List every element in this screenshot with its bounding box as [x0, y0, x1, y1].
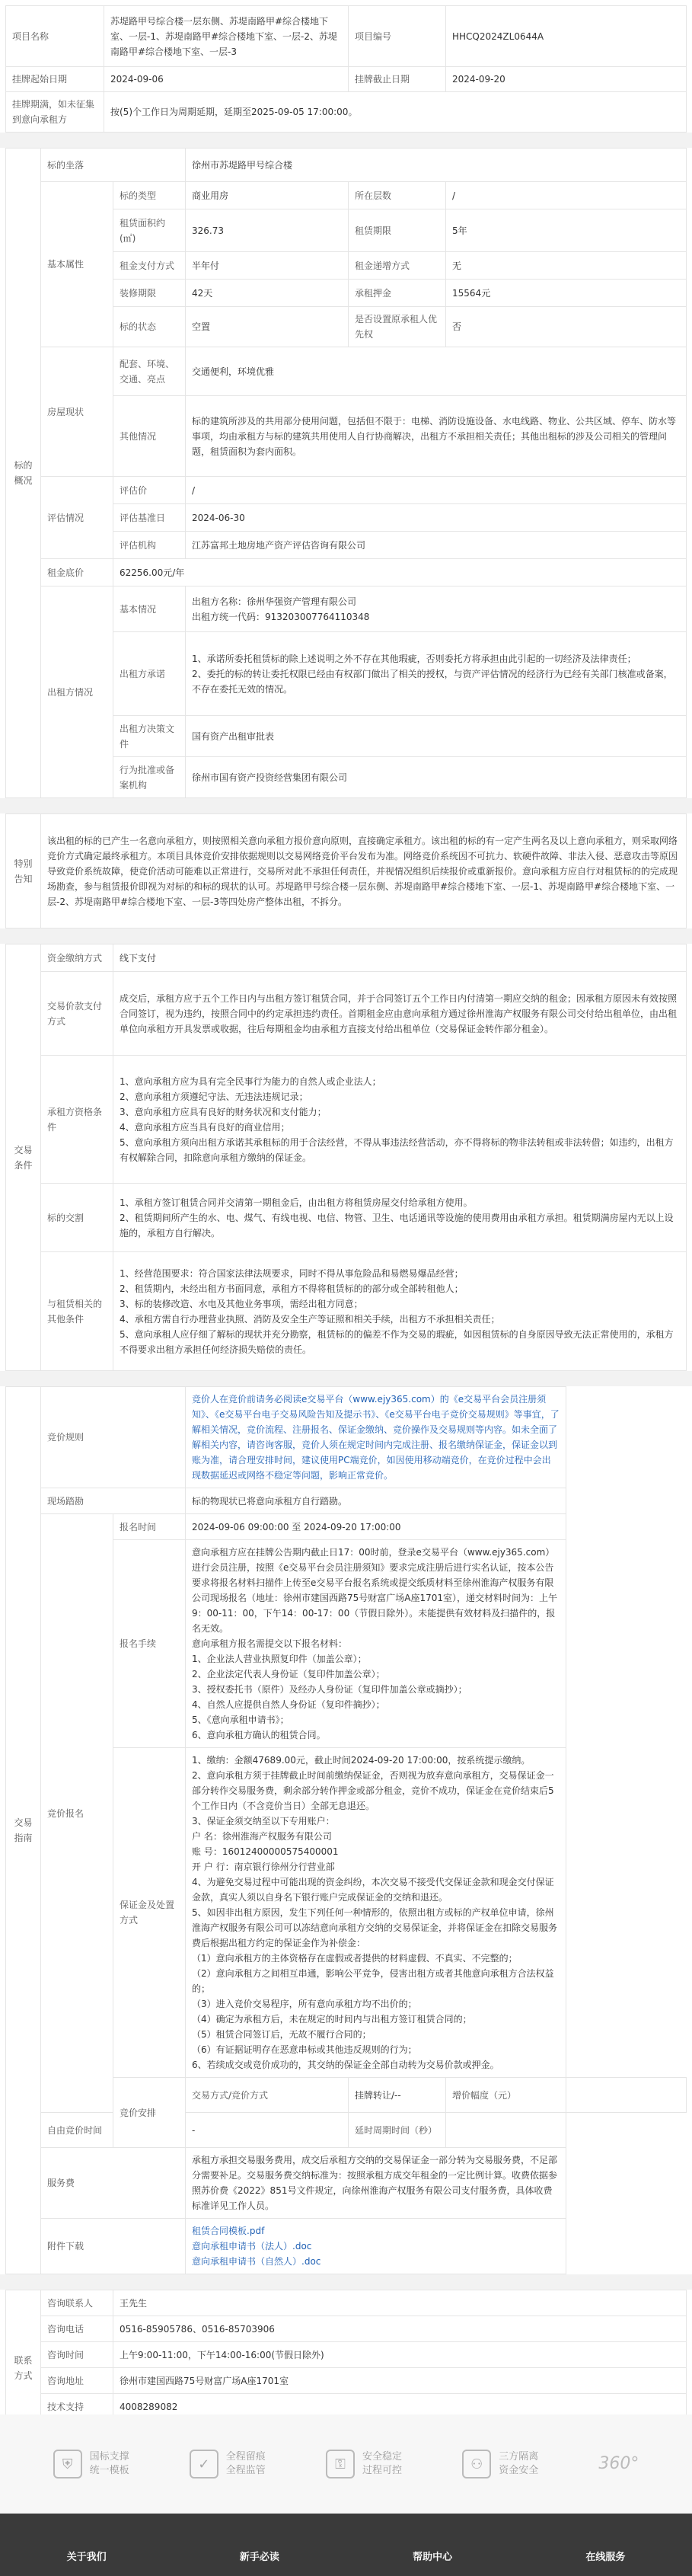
eval-key: 评估价 — [113, 477, 186, 504]
bid-signup-label: 竞价报名 — [41, 1514, 113, 2113]
eval-label: 评估情况 — [41, 477, 113, 559]
eval-key: 评估机构 — [113, 532, 186, 559]
line: 3、保证金须交纳至以下专用账户： — [192, 1816, 335, 1827]
free-bid-label: 自由竞价时间 — [41, 2113, 113, 2148]
attachment-link[interactable]: 租赁合同模板.pdf — [192, 2226, 265, 2236]
lessor-value — [186, 586, 687, 632]
service-fee-label: 服务费 — [41, 2148, 186, 2219]
basic-attr-value: 326.73 — [186, 209, 349, 252]
feature-sub: 资金安全 — [499, 2465, 539, 2476]
line: 5、如因非出租方原因，发生下列任何一种情形的，依照出租方或标的产权单位申请，徐州淮海产权服务有限公司可以冻结意向承租方交纳的交易保证金，并将保证金在扣除交易服务费后根据出租方约定的保证金作为补偿金： — [192, 1907, 558, 1948]
lock-icon: ⚿ — [326, 2450, 355, 2479]
eval-value: 江苏富邦土地房地产资产评估咨询有限公司 — [186, 532, 687, 559]
line: 6、若续成交或竞价成功的，其交纳的保证金全部自动转为交易价款或押金。 — [192, 2060, 499, 2070]
trade-value: 线下支付 — [113, 944, 687, 972]
trade-value: 成交后，承租方应于五个工作日内与出租方签订租赁合同，并于合同签订五个工作日内付清第一期应交纳的租金；因承租方原因未有效按照合同签订，视为违约，按照合同中的约定承担违约责任。首期租金应由意向承租方通过徐州淮海产权服务有限公司交付给出租单位，由出租单位向承租方开具发票或收据，往后每期租金均由承租方直接支付给出租单位（交易保证金转作部分租金）。 — [113, 972, 687, 1056]
attachment-list — [186, 2219, 566, 2274]
line: 1、企业法人营业执照复印件（加盖公章）； — [192, 1654, 367, 1664]
lessor-label: 出租方情况 — [41, 586, 113, 798]
basic-attr-value: / — [446, 182, 687, 209]
trade-line: 3、标的装修改造、水电及其他业务事项，需经出租方同意； — [120, 1298, 363, 1309]
feature-title: 全程留痕 — [225, 2451, 266, 2463]
bid-mode-value: 挂牌转让/-- — [349, 2078, 446, 2113]
delay-value — [446, 2113, 566, 2148]
eval-key: 评估基准日 — [113, 504, 186, 532]
basic-attr-value: 42天 — [186, 280, 349, 307]
basic-attr-key: 租赁期限 — [349, 209, 446, 252]
contact-key: 咨询电话 — [41, 2316, 113, 2342]
basic-attr-value: 15564元 — [446, 280, 687, 307]
trade-line: 2、租赁期间所产生的水、电、煤气、有线电视、电信、物管、卫生、电话通讯等设施的使用费用由承租方承担。租赁期满房屋内无以上设施的，承租方自行解决。 — [120, 1212, 674, 1238]
trade-line: 1、承租方签订租赁合同并交清第一期租金后，由出租方将租赁房屋交付给承租方使用。 — [120, 1197, 473, 1208]
guide-table — [5, 1386, 687, 2274]
line: 账 号：16012400000575400001 — [192, 1846, 339, 1857]
lessor-line: 出租方名称：徐州华强资产管理有限公司 — [192, 596, 357, 607]
subject-location-value: 徐州市苏堤路甲号综合楼 — [186, 149, 687, 182]
feature-sub: 过程可控 — [362, 2465, 403, 2476]
trade-value — [113, 1184, 687, 1252]
project-name-label: 项目名称 — [6, 6, 104, 67]
lessor-value: 国有资产出租审批表 — [186, 716, 687, 757]
basic-attr-value: 半年付 — [186, 252, 349, 280]
contact-value: 4008289082 — [113, 2394, 687, 2420]
line: 2、意向承租方须于挂牌截止时间前缴纳保证金，否则视为放弃意向承租方，交易保证金一部分转作交易服务费，剩余部分转作押金或部分租金，竞价不成功，保证金在竞价结束后5个工作日内（不含竞价当日）全部无息退还。 — [192, 1770, 554, 1811]
basic-attr-key: 标的类型 — [113, 182, 186, 209]
line: 1、缴纳：金额47689.00元，截止时间2024-09-20 17:00:00，按系统提示缴纳。 — [192, 1755, 531, 1766]
trade-key: 与租赁相关的其他条件 — [41, 1252, 113, 1371]
eval-value: 2024-06-30 — [186, 504, 687, 532]
house-status-label: 房屋现状 — [41, 347, 113, 477]
basic-attr-key: 租金递增方式 — [349, 252, 446, 280]
contact-value: 王先生 — [113, 2290, 687, 2316]
signup-proc-label: 报名手续 — [113, 1540, 186, 1748]
basic-attr-key: 是否设置原承租人优先权 — [349, 307, 446, 347]
trade-line: 2、意向承租方须遵纪守法、无违法违规记录； — [120, 1091, 308, 1102]
shield-icon: ⛨ — [53, 2450, 82, 2479]
trade-key: 承租方资格条件 — [41, 1056, 113, 1184]
basic-attr-value: 商业用房 — [186, 182, 349, 209]
overview-section-title: 标的概况 — [6, 149, 41, 798]
footer-features — [0, 2415, 692, 2514]
overview-table — [5, 148, 687, 798]
contact-value: 上午9:00-11:00，下午14:00-16:00(节假日除外) — [113, 2342, 687, 2368]
house-key: 配套、环境、交通、亮点 — [113, 347, 186, 396]
bond-value — [186, 1748, 566, 2078]
project-no-label: 项目编号 — [349, 6, 446, 67]
feature-title: 三方隔离 — [499, 2451, 539, 2463]
guide-section-title: 交易指南 — [6, 1387, 41, 2274]
line: （3）进入竞价交易程序，所有意向承租方均不出价的； — [192, 1999, 417, 2009]
project-no-value: HHCQ2024ZL0644A — [446, 6, 687, 67]
bid-rule-value[interactable]: 竞价人在竞价前请务必阅读e交易平台（www.ejy365.com）的《e交易平台会员注册须知》、《e交易平台电子交易风险告知及提示书》、《e交易平台电子竞价交易规则》等事宜，了解相关情况，竞价流程、注册报名、保证金缴纳、竞价操作及交易规则等内容。如未全面了解相关内容，请咨询客服，竞价人须在规定时间内完成注册、报名缴纳保证金，保证金以到账为准，请合理安排时间，建议使用PC端竞价，如因使用移动端竞价，在竞价过程中会出现数据延迟或网络不稳定等问题，影响正常竞价。 — [186, 1387, 566, 1488]
bid-arrange-label: 竞价安排 — [113, 2078, 186, 2148]
basic-attr-value: 空置 — [186, 307, 349, 347]
end-date-label: 挂牌截止日期 — [349, 67, 446, 92]
line: 5、《意向承租申请书》； — [192, 1715, 289, 1725]
trade-line: 4、承租方需自行办理营业执照、消防及安全生产等证照和相关手续，出租方不承担相关责任； — [120, 1313, 500, 1325]
service-fee-value: 承租方承担交易服务费用，成交后承租方交纳的交易保证金一部分转为交易服务费，不足部分需要补足。交易服务费交纳标准为：按照承租方成交年租金的一定比例计算。收费依据参照苏价费《2022》851号文件规定，向徐州淮海产权服务有限公司支付服务费，具体收费标准详见工作人员。 — [186, 2148, 566, 2219]
line: （4）确定为承租方后，未在规定的时间内与出租方签订租赁合同的； — [192, 2014, 472, 2025]
contact-key: 咨询时间 — [41, 2342, 113, 2368]
contact-key: 咨询联系人 — [41, 2290, 113, 2316]
signup-time-label: 报名时间 — [113, 1514, 186, 1540]
basic-attr-value: 否 — [446, 307, 687, 347]
trade-key: 交易价款支付方式 — [41, 972, 113, 1056]
trade-value — [113, 1056, 687, 1184]
check-icon: ✓ — [190, 2450, 218, 2479]
basic-attr-key: 承租押金 — [349, 280, 446, 307]
basic-attr-key: 标的状态 — [113, 307, 186, 347]
feature-item — [462, 2450, 538, 2479]
house-value: 标的建筑所涉及的共用部分使用问题，包括但不限于：电梯、消防设施设备、水电线路、物业、公共区域、停车、防水等事项，均由承租方与标的建筑共用使用人自行协商解决，出租方不承担相关责任；其他出租标的涉及公司相关的管理问题，租赁面积为套内面积。 — [186, 396, 687, 477]
project-name-value: 苏堤路甲号综合楼一层东侧、苏堤南路甲#综合楼地下室、一层-1、苏堤南路甲#综合楼地下室、一层-2、苏堤南路甲#综合楼地下室、一层-3 — [104, 6, 349, 67]
lessor-key: 出租方承诺 — [113, 632, 186, 716]
rent-floor-value: 62256.00元/年 — [113, 559, 687, 586]
start-date-label: 挂牌起始日期 — [6, 67, 104, 92]
extension-value: 按(5)个工作日为周期延期，延期至2025-09-05 17:00:00。 — [104, 92, 687, 133]
line: 6、意向承租方确认的租赁合同。 — [192, 1730, 326, 1740]
contact-value: 徐州市建国西路75号财富广场A座1701室 — [113, 2368, 687, 2394]
signup-proc-value — [186, 1540, 566, 1748]
free-bid-value: - — [186, 2113, 349, 2148]
feature-item — [190, 2450, 266, 2479]
trade-table — [5, 944, 687, 1371]
trade-section-title: 交易条件 — [6, 944, 41, 1371]
notice-value: 该出租的标的已产生一名意向承租方，则按照相关意向承租方报价意向原则，直接确定承租方。该出租的标的有一定产生两名及以上意向承租方，则采取网络竞价方式确定最终承租方。本项目具体竞价安排依据规则以交易网络竞价平台发布为准。网络竞价系统因不可抗力、软硬件故障、非法入侵、恶意攻击等原因导致竞价系统故障，使竞价活动可能难以正常进行，交易所对此不承担任何责任，并视情况组织后续报价或重新报价。意向承租方应自行对租赁标的的完成现场勘查，参与租赁报价即视为对标的和标的现状的认可。苏堤路甲号综合楼一层东侧、苏堤南路甲#综合楼地下室、一层-1、苏堤南路甲#综合楼地下室、一层-2、苏堤南路甲#综合楼地下室、一层-3等四处房产整体出租，不拆分。 — [41, 814, 687, 928]
project-info-table — [5, 5, 687, 133]
bond-label: 保证金及处置方式 — [113, 1748, 186, 2078]
lessor-key: 出租方决策文件 — [113, 716, 186, 757]
people-icon: ⚇ — [462, 2450, 491, 2479]
trade-line: 3、意向承租方应具有良好的财务状况和支付能力； — [120, 1106, 327, 1117]
line: 2、企业法定代表人身份证（复印件加盖公章）； — [192, 1669, 385, 1680]
basic-attr-value: 无 — [446, 252, 687, 280]
lessor-line: 2、委托的标的转让委托权限已经由有权部门做出了相关的授权，与资产评估情况的经济行为已经有关部门核准或备案，不存在委托无效的情况。 — [192, 668, 673, 695]
line: 3、授权委托书（原件）及经办人身份证（复印件加盖公章或摘抄）； — [192, 1684, 467, 1695]
line: （1）意向承租方的主体资格存在虚假或者提供的材料虚假、不真实、不完整的； — [192, 1953, 518, 1964]
trade-line: 1、意向承租方应为具有完全民事行为能力的自然人或企业法人； — [120, 1075, 381, 1087]
line: 4、自然人应提供自然人身份证（复印件摘抄）； — [192, 1699, 385, 1710]
feature-item — [53, 2450, 129, 2479]
bottom-nav — [0, 2514, 692, 2576]
contact-key: 技术支持 — [41, 2394, 113, 2420]
delay-label: 延时周期时间（秒） — [349, 2113, 446, 2148]
trade-line: 4、意向承租方应当具有良好的商业信用； — [120, 1121, 290, 1133]
subject-location-label: 标的坐落 — [41, 149, 186, 182]
line: 4、为避免交易过程中可能出现的资金纠纷，本次交易不接受代交保证金款和现金交付保证金款，真实人须以自身名下银行账户完成保证金的交纳和退还。 — [192, 1877, 554, 1903]
house-value: 交通便利，环境优雅 — [186, 347, 687, 396]
lessor-line: 1、承诺所委托租赁标的除上述说明之外不存在其他瑕疵，否则委托方将承担由此引起的一切经济及法律责任； — [192, 653, 636, 664]
360-icon: 360° — [598, 2454, 639, 2473]
feature-title: 国标支撑 — [89, 2451, 129, 2463]
house-key: 其他情况 — [113, 396, 186, 477]
attachment-link[interactable]: 意向承租申请书（自然人）.doc — [192, 2256, 321, 2267]
feature-title: 安全稳定 — [362, 2451, 403, 2463]
nav-newbie[interactable]: 新手必读 — [239, 2552, 279, 2563]
line: （2）意向承租方之间相互串通，影响公平竞争，侵害出租方或者其他意向承租方合法权益的； — [192, 1968, 554, 1994]
attachment-link[interactable]: 意向承租申请书（法人）.doc — [192, 2241, 312, 2252]
attachment-label: 附件下载 — [41, 2219, 186, 2274]
lessor-value: 徐州市国有资产投资经营集团有限公司 — [186, 757, 687, 798]
trade-key: 资金缴纳方式 — [41, 944, 113, 972]
feature-sub: 全程监管 — [225, 2465, 266, 2476]
trade-line: 5、意向承租人应仔细了解标的现状并充分勘察，租赁标的的偏差不作为交易的瑕疵，如因租赁标的自身原因导致无法正常使用的，承租方不得要求出租方承担任何经济损失赔偿的责任。 — [120, 1328, 674, 1355]
nav-service[interactable]: 在线服务 — [585, 2552, 626, 2563]
extension-label: 挂牌期满，如未征集到意向承租方 — [6, 92, 104, 133]
line: （6）有证据证明存在恶意串标或其他违反规则的行为； — [192, 2044, 417, 2055]
contact-key: 咨询地址 — [41, 2368, 113, 2394]
start-date-value: 2024-09-06 — [104, 67, 349, 92]
rent-floor-label: 租金底价 — [41, 559, 113, 586]
lessor-key: 基本情况 — [113, 586, 186, 632]
nav-help[interactable]: 帮助中心 — [413, 2552, 453, 2563]
line: （5）租赁合同签订后，无故不履行合同的； — [192, 2029, 372, 2040]
feature-sub: 统一模板 — [89, 2465, 129, 2476]
basic-attr-key: 租赁面积约(㎡) — [113, 209, 186, 252]
basic-attr-key: 所在层数 — [349, 182, 446, 209]
bid-rule-label: 竞价规则 — [41, 1387, 186, 1488]
trade-line: 2、租赁期内，未经出租方书面同意，承租方不得将租赁标的的部分或全部转租他人； — [120, 1283, 464, 1294]
feature-item — [326, 2450, 402, 2479]
trade-key: 标的交割 — [41, 1184, 113, 1252]
basic-attr-key: 租金支付方式 — [113, 252, 186, 280]
site-visit-label: 现场踏勘 — [41, 1488, 186, 1514]
notice-table — [5, 813, 687, 928]
trade-value — [113, 1252, 687, 1371]
bid-mode-label: 交易方式/竞价方式 — [186, 2078, 349, 2113]
line: 户 名：徐州淮海产权服务有限公司 — [192, 1831, 332, 1842]
eval-value: / — [186, 477, 687, 504]
line: 意向承租方应在挂牌公告期内截止日17：00时前，登录e交易平台（www.ejy365.com）进行会员注册，按照《e交易平台会员注册须知》要求完成注册后进行实名认证，按本公告要求将报名材料扫描件上传至e交易平台报名系统或提交纸质材料至徐州淮海产权服务有限公司现场报名（地址：徐州市建国西路75号财富广场A座1701室），递交材料时间为：上午9：00-11：00，下午14：00-17：00（节假日除外）。未能提供有效材料及扫描件的，报名无效。 — [192, 1547, 558, 1634]
lessor-line: 出租方统一代码：913203007764110348 — [192, 611, 370, 622]
basic-attr-value: 5年 — [446, 209, 687, 252]
end-date-value: 2024-09-20 — [446, 67, 687, 92]
increment-label: 增价幅度（元） — [446, 2078, 566, 2113]
basic-attr-key: 装修期限 — [113, 280, 186, 307]
notice-label: 特别告知 — [6, 814, 41, 928]
nav-about[interactable]: 关于我们 — [66, 2552, 107, 2563]
trade-line: 1、经营范围要求：符合国家法律法规要求，同时不得从事危险品和易燃易爆品经营； — [120, 1267, 464, 1279]
signup-time-value: 2024-09-06 09:00:00 至 2024-09-20 17:00:00 — [186, 1514, 566, 1540]
trade-line: 5、意向承租方须向出租方承诺其承租标的用于合法经营，不得从事违法经营活动，亦不得将标的物非法转租或非法转借；如违约，出租方有权解除合同，扣除意向承租方缴纳的保证金。 — [120, 1136, 674, 1163]
contact-value: 0516-85905786、0516-85703906 — [113, 2316, 687, 2342]
increment-value — [566, 2078, 687, 2113]
lessor-value — [186, 632, 687, 716]
site-visit-value: 标的物现状已将意向承租方自行踏勘。 — [186, 1488, 566, 1514]
line: 意向承租方报名需提交以下报名材料： — [192, 1638, 348, 1649]
feature-item — [598, 2454, 639, 2473]
line: 开 户 行：南京银行徐州分行营业部 — [192, 1862, 335, 1872]
contact-section-title: 联系方式 — [6, 2290, 41, 2446]
basic-attr-label: 基本属性 — [41, 182, 113, 347]
lessor-key: 行为批准或备案机构 — [113, 757, 186, 798]
